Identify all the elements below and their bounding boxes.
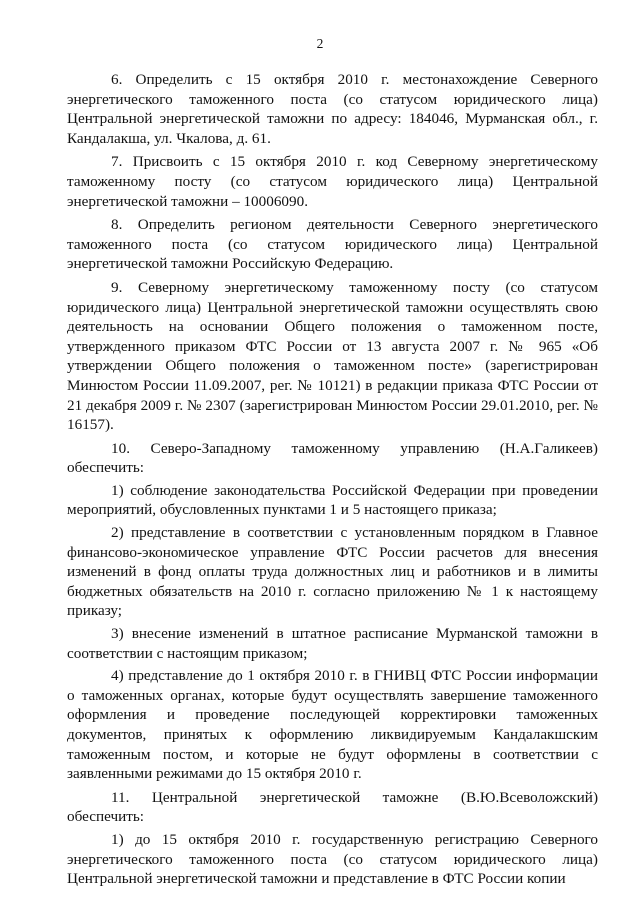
paragraph-11: 11. Центральной энергетической таможне (В.Ю.Всеволожский) обеспечить: [67,788,598,826]
paragraph-10: 10. Северо-Западному таможенному управлению (Н.А.Галикеев) обеспечить: [67,439,598,477]
paragraph-10-item-4: 4) представление до 1 октября 2010 г. в ГНИВЦ ФТС России информации о таможенных органах, которые будут осуществлять завершение таможенного оформления и проведение последующей корректировки таможенных документов, принятых к оформлению ликвидируемым Кандалакшским таможенным постом, и которые не будут оформлены в соответствии с заявленными режимами до 15 октября 2010 г. [67,667,598,783]
paragraph-10-item-3: 3) внесение изменений в штатное расписание Мурманской таможни в соответствии с настоящим приказом; [67,625,598,662]
paragraph-7: 7. Присвоить с 15 октября 2010 г. код Северному энергетическому таможенному посту (со статусом юридического лица) Центральной энергетической таможни – 10006090. [67,153,598,210]
paragraph-8: 8. Определить регионом деятельности Северного энергетического таможенного поста (со статусом юридического лица) Центральной энергетической таможни Российскую Федерацию. [67,216,598,273]
paragraph-6: 6. Определить с 15 октября 2010 г. местонахождение Северного энергетического таможенного поста (со статусом юридического лица) Центральной энергетической таможни по адресу: 184046, Мурманская обл., г. Кандалакша, ул. Чкалова, д. 61. [67,71,598,147]
document-body [67,70,598,893]
paragraph-9: 9. Северному энергетическому таможенному посту (со статусом юридического лица) Центральной энергетической таможни осуществлять свою деятельность на основании Общего положения о таможенном посте, утвержденного приказом ФТС России от 13 августа 2007 г. № 965 «Об утверждении Общего положения о таможенном посте» (зарегистрирован Минюстом России 11.09.2007, рег. № 10121) в редакции приказа ФТС России от 21 декабря 2009 г. № 2307 (зарегистрирован Минюстом России 29.01.2010, рег. № 16157). [67,278,598,434]
paragraph-10-item-1: 1) соблюдение законодательства Российской Федерации при проведении мероприятий, обусловленных пунктами 1 и 5 настоящего приказа; [67,481,598,519]
paragraph-10-item-2: 2) представление в соответствии с установленным порядком в Главное финансово-экономическое управление ФТС России расчетов для внесения изменений в фонд оплаты труда должностных лиц и работников и в лимиты бюджетных обязательств на 2010 г. согласно приложению № 1 к настоящему приказу; [67,524,598,620]
page-number: 2 [316,36,324,51]
paragraph-11-item-1: 1) до 15 октября 2010 г. государственную регистрацию Северного энергетического таможенного поста (со статусом юридического лица) Центральной энергетической таможни и представление в ФТС России копии [67,830,598,888]
